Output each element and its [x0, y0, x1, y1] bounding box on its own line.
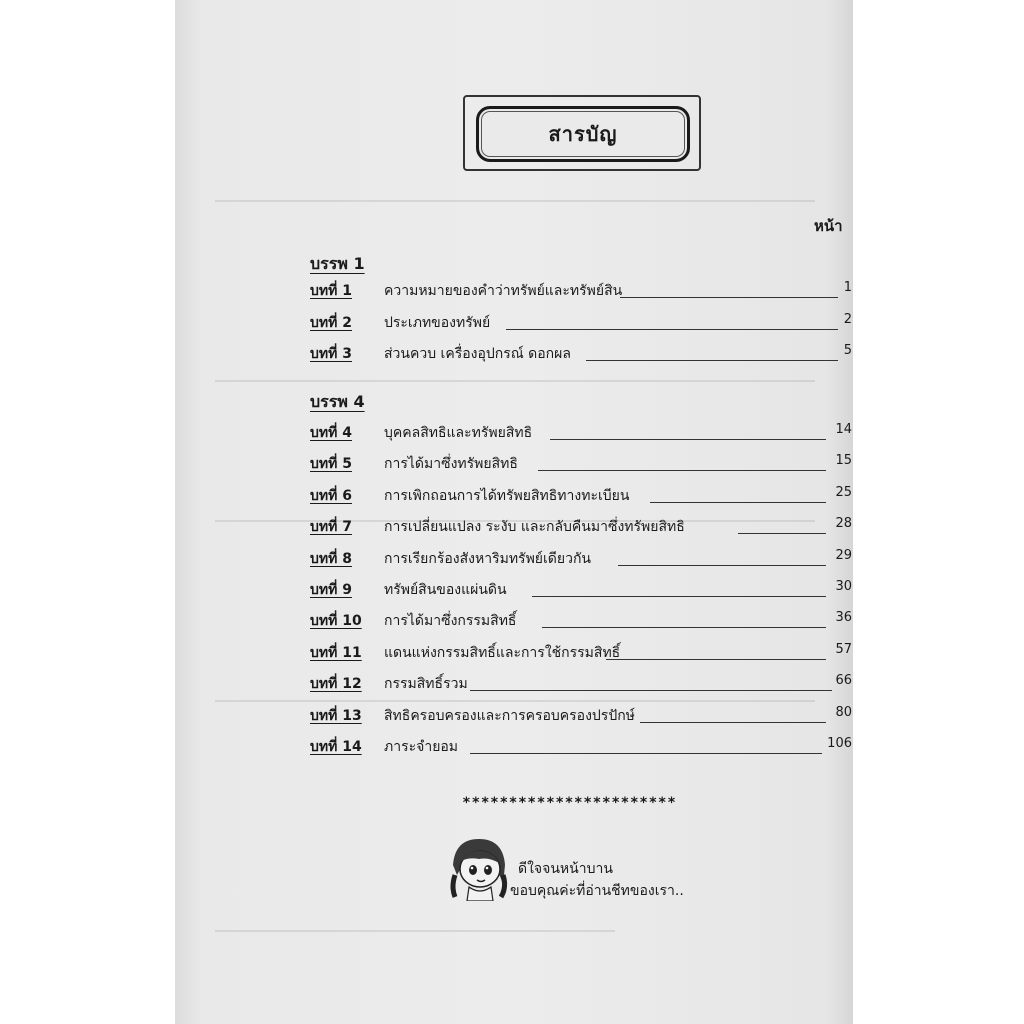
leader-line [532, 596, 826, 597]
chapter-title: ภาระจำยอม [384, 739, 459, 755]
chapter-title: การเปลี่ยนแปลง ระงับ และกลับคืนมาซึ่งทรัพยสิทธิ [384, 519, 685, 535]
page-number: 29 [835, 548, 852, 563]
chapter-label: บทที่ 1 [310, 283, 352, 299]
leader-line [550, 439, 826, 440]
toc-row [310, 610, 852, 632]
page-number: 5 [843, 343, 852, 358]
chapter-title: การเพิกถอนการได้ทรัพยสิทธิทางทะเบียน [384, 488, 630, 504]
page-column-heading: หน้า [814, 217, 843, 235]
chapter-title: ความหมายของคำว่าทรัพย์และทรัพย์สิน [384, 283, 623, 299]
page-number: 15 [835, 453, 852, 468]
chapter-title: บุคคลสิทธิและทรัพยสิทธิ [384, 425, 533, 441]
chapter-title: สิทธิครอบครองและการครอบครองปรปักษ์ [384, 708, 635, 724]
toc-row [310, 516, 852, 538]
toc-row [310, 705, 852, 727]
chapter-title: แดนแห่งกรรมสิทธิ์และการใช้กรรมสิทธิ์ [384, 645, 621, 661]
toc-row [310, 312, 852, 334]
page-number: 2 [843, 312, 852, 327]
page-number: 106 [827, 736, 852, 751]
page-number: 1 [843, 280, 852, 295]
toc-row [310, 548, 852, 570]
leader-line [538, 470, 826, 471]
divider-stars: *********************** [462, 795, 678, 811]
chapter-label: บทที่ 5 [310, 456, 352, 472]
toc-row [310, 673, 852, 695]
leader-line [640, 722, 826, 723]
closing-note-line1: ดีใจจนหน้าบาน [518, 861, 613, 877]
title-box [476, 106, 690, 162]
part-heading: บรรพ 1 [310, 254, 365, 273]
closing-note-line2: ขอบคุณค่ะที่อ่านชีทของเรา.. [510, 883, 684, 899]
chapter-title: การได้มาซึ่งกรรมสิทธิ์ [384, 613, 517, 629]
chapter-label: บทที่ 9 [310, 582, 352, 598]
chapter-title: ทรัพย์สินของแผ่นดิน [384, 582, 507, 598]
leader-line [620, 297, 838, 298]
chapter-title: การเรียกร้องสังหาริมทรัพย์เดียวกัน [384, 551, 591, 567]
chapter-label: บทที่ 2 [310, 315, 352, 331]
chapter-label: บทที่ 11 [310, 645, 362, 661]
leader-line [542, 627, 826, 628]
toc-row [310, 736, 852, 758]
leader-line [650, 502, 826, 503]
page-title: สารบัญ [548, 122, 618, 146]
chapter-label: บทที่ 14 [310, 739, 362, 755]
chapter-title: การได้มาซึ่งทรัพยสิทธิ [384, 456, 518, 472]
leader-line [470, 690, 832, 691]
page-number: 80 [835, 705, 852, 720]
chapter-title: กรรมสิทธิ์รวม [384, 676, 468, 692]
toc-row [310, 579, 852, 601]
chapter-label: บทที่ 7 [310, 519, 352, 535]
chapter-title: ส่วนควบ เครื่องอุปกรณ์ ดอกผล [384, 346, 571, 362]
chapter-label: บทที่ 13 [310, 708, 362, 724]
part-heading: บรรพ 4 [310, 392, 365, 411]
leader-line [586, 360, 838, 361]
cartoon-girl-illustration [443, 835, 513, 901]
toc-row [310, 485, 852, 507]
page-number: 66 [835, 673, 852, 688]
chapter-label: บทที่ 12 [310, 676, 362, 692]
leader-line [738, 533, 826, 534]
chapter-label: บทที่ 8 [310, 551, 352, 567]
leader-line [606, 659, 826, 660]
chapter-label: บทที่ 6 [310, 488, 352, 504]
leader-line [618, 565, 826, 566]
page-number: 36 [835, 610, 852, 625]
toc-row [310, 280, 852, 302]
toc-row [310, 343, 852, 365]
toc-row [310, 642, 852, 664]
chapter-label: บทที่ 10 [310, 613, 362, 629]
page-number: 57 [835, 642, 852, 657]
chapter-label: บทที่ 4 [310, 425, 352, 441]
chapter-title: ประเภทของทรัพย์ [384, 315, 491, 331]
page-number: 25 [835, 485, 852, 500]
page-number: 28 [835, 516, 852, 531]
toc-row [310, 422, 852, 444]
toc-row [310, 453, 852, 475]
leader-line [506, 329, 838, 330]
page-number: 14 [835, 422, 852, 437]
page-number: 30 [835, 579, 852, 594]
leader-line [470, 753, 822, 754]
chapter-label: บทที่ 3 [310, 346, 352, 362]
